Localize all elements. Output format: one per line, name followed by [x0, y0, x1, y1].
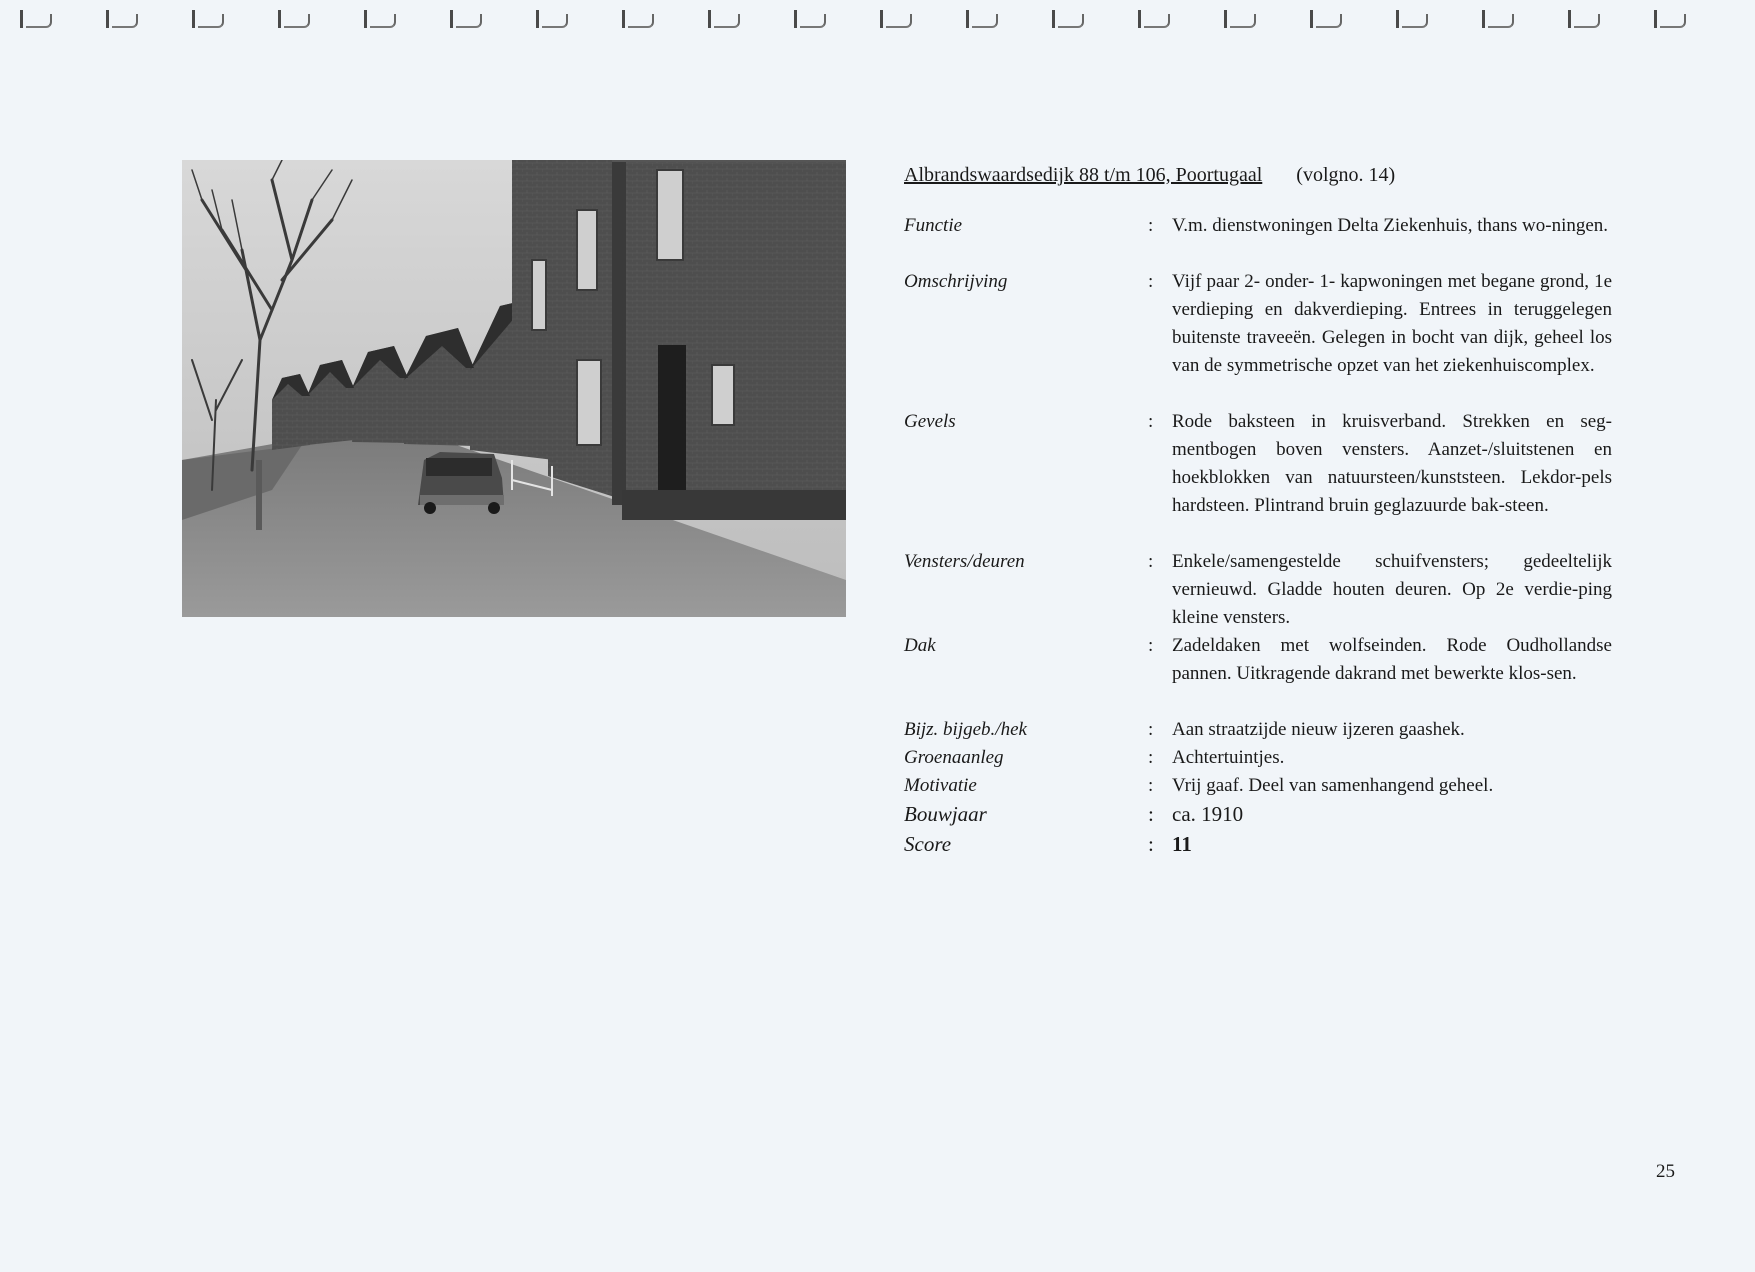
label-score: Score [904, 832, 952, 856]
label-omschrijving: Omschrijving [904, 271, 1008, 292]
label-functie: Functie [904, 215, 963, 236]
value-bouwjaar: ca. 1910 [1172, 802, 1244, 826]
record-heading [904, 164, 1395, 187]
colon: : [1148, 635, 1154, 656]
binding-ring-icon [1126, 10, 1180, 26]
colon: : [1148, 719, 1154, 740]
label-gevels: Gevels [904, 411, 956, 432]
binding-ring-icon [868, 10, 922, 26]
value-score: 11 [1172, 832, 1192, 856]
value-bijgebouwen: Aan straatzijde nieuw ijzeren gaashek. [1172, 719, 1465, 740]
label-dak: Dak [904, 635, 936, 656]
colon: : [1148, 271, 1154, 292]
label-groenaanleg: Groenaanleg [904, 747, 1004, 768]
value-dak: Zadeldaken met wolfseinden. Rode Oudhollandse pannen. Uitkragende dakrand met bewerkte klos-sen. [1172, 635, 1612, 684]
binding-rings [0, 0, 1755, 34]
volgno: (volgno. 14) [1296, 164, 1396, 186]
colon: : [1148, 747, 1154, 768]
colon: : [1148, 551, 1154, 572]
binding-ring-icon [8, 10, 62, 26]
binding-ring-icon [524, 10, 578, 26]
value-groenaanleg: Achtertuintjes. [1172, 747, 1285, 768]
label-bijgebouwen: Bijz. bijgeb./hek [904, 719, 1027, 740]
value-vensters-deuren: Enkele/samengestelde schuifvensters; gedeeltelijk vernieuwd. Gladde houten deuren. Op 2e verdie-ping kleine vensters. [1172, 551, 1612, 628]
label-vensters-deuren: Vensters/deuren [904, 551, 1025, 572]
binding-ring-icon [1470, 10, 1524, 26]
colon: : [1148, 215, 1154, 236]
value-gevels: Rode baksteen in kruisverband. Strekken en seg-mentbogen boven vensters. Aanzet-/sluitstenen en hoekblokken van natuursteen/kunststeen. Lekdor-pels hardsteen. Plintrand bruin geglazuurde bak-steen. [1172, 411, 1612, 516]
binding-ring-icon [180, 10, 234, 26]
value-motivatie: Vrij gaaf. Deel van samenhangend geheel. [1172, 775, 1494, 796]
binding-ring-icon [1040, 10, 1094, 26]
binding-ring-icon [94, 10, 148, 26]
binding-ring-icon [1642, 10, 1696, 26]
colon: : [1148, 832, 1154, 856]
binding-ring-icon [954, 10, 1008, 26]
label-motivatie: Motivatie [904, 775, 977, 796]
page-number: 25 [1656, 1161, 1675, 1182]
label-bouwjaar: Bouwjaar [904, 802, 987, 826]
binding-ring-icon [1298, 10, 1352, 26]
colon: : [1148, 411, 1154, 432]
binding-ring-icon [696, 10, 750, 26]
value-omschrijving: Vijf paar 2- onder- 1- kapwoningen met begane grond, 1e verdieping en dakverdieping. Entrees in teruggelegen buitenste traveeën. Gelegen in bocht van dijk, geheel los van de symmetrische opzet van het ziekenhuiscomplex. [1172, 271, 1612, 376]
colon: : [1148, 775, 1154, 796]
binding-ring-icon [1384, 10, 1438, 26]
binding-ring-icon [266, 10, 320, 26]
colon: : [1148, 802, 1154, 826]
binding-ring-icon [782, 10, 836, 26]
binding-ring-icon [1212, 10, 1266, 26]
binding-ring-icon [1556, 10, 1610, 26]
binding-ring-icon [352, 10, 406, 26]
binding-ring-icon [438, 10, 492, 26]
street-photo [182, 160, 846, 617]
value-functie: V.m. dienstwoningen Delta Ziekenhuis, thans wo-ningen. [1172, 215, 1609, 236]
address: Albrandswaardsedijk 88 t/m 106, Poortugaal [904, 164, 1263, 186]
binding-ring-icon [610, 10, 664, 26]
